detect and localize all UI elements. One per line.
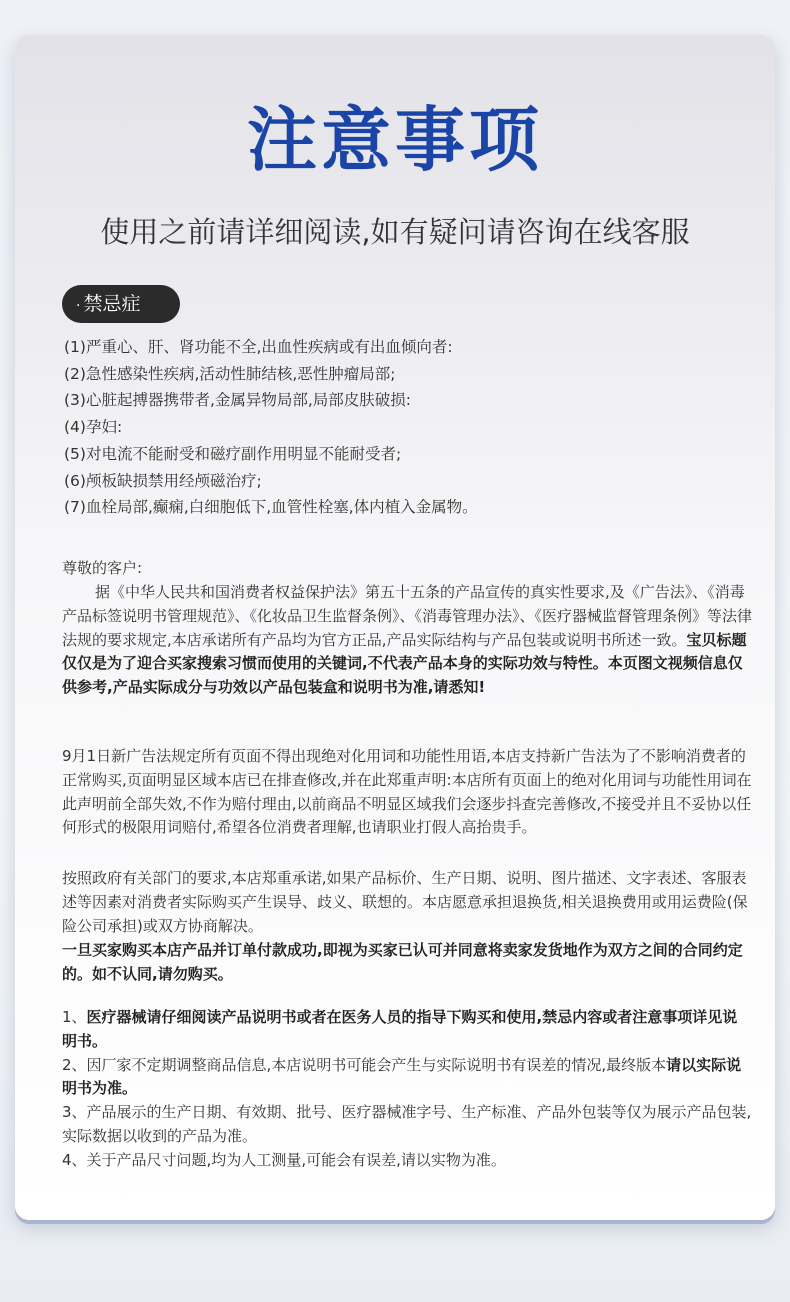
list-item: (6)颅板缺损禁用经颅磁治疗;: [64, 471, 262, 490]
page-title: 注意事项: [247, 99, 543, 181]
contraindications-badge: [62, 285, 180, 323]
page-subtitle: 使用之前请详细阅读,如有疑问请咨询在线客服: [100, 215, 690, 249]
greeting: 尊敬的客户:: [62, 559, 143, 577]
ad-law-paragraph: 9月1日新广告法规定所有页面不得出现绝对化用词和功能性用语,本店支持新广告法为了不影响消费者的正常购买,页面明显区域本店已在排查修改,并在此郑重声明:本店所有页面上的绝对化用词与功能性用词在此声明前全部失效,不作为赔付理由,以前商品不明显区域我们会逐步抖查完善修改,不接受并且不妥协以任何形式的极限用词赔付,希望各位消费者理解,也请职业打假人高抬贵手。: [62, 747, 752, 837]
government-paragraph: 按照政府有关部门的要求,本店郑重承诺,如果产品标价、生产日期、说明、图片描述、文字表述、客服表述等因素对消费者实际购买产生误导、歧义、联想的。本店愿意承担退换货,相关退换费用或用运费险(保险公司承担)或双方协商解决。: [62, 869, 748, 935]
list-item: (7)血栓局部,癫痫,白细胞低下,血管性栓塞,体内植入金属物。: [64, 498, 478, 517]
note-2-text: 2、因厂家不定期调整商品信息,本店说明书可能会产生与实际说明书有误差的情况,最终版本: [62, 1055, 667, 1074]
order-notice-paragraph: 一旦买家购买本店产品并订单付款成功,即视为买家已认可并同意将卖家发货地作为双方之间的合同约定的。如不认同,请勿购买。: [62, 941, 743, 983]
contraindications-list: [64, 334, 744, 521]
list-item: (4)孕妇:: [64, 418, 123, 437]
badge-label: 禁忌症: [83, 293, 141, 315]
declaration-text: 据《中华人民共和国消费者权益保护法》第五十五条的产品宣传的真实性要求,及《广告法》、《消毒产品标签说明书管理规范》、《化妆品卫生监督条例》、《消毒管理办法》、《医疗器械监督管理条例》等法律法规的要求规定,本店承诺所有产品均为官方正品,产品实际结构与产品包装或说明书所述一致。: [62, 583, 753, 649]
note-1-prefix: 1、: [62, 1008, 87, 1026]
declaration-bold-text: 宝贝标题仅仅是为了迎合买家搜索习惯而使用的关键词,不代表产品本身的实际功效与特性。本页图文视频信息仅供参考,产品实际成分与功效以产品包装盒和说明书为准,请悉知!: [62, 630, 747, 697]
list-item: (3)心脏起搏器携带者,金属异物局部,局部皮肤破损:: [64, 391, 412, 410]
bullet-dot-icon: ·: [76, 298, 81, 314]
declaration-paragraph: [62, 581, 752, 700]
note-item-4: 4、关于产品尺寸问题,均为人工测量,可能会有误差,请以实物为准。: [62, 1150, 506, 1169]
note-item-1: [62, 1006, 752, 1054]
list-item: (1)严重心、肝、肾功能不全,出血性疾病或有出血倾向者:: [64, 338, 453, 356]
notes-list: [62, 1006, 752, 1173]
list-item: (2)急性感染性疾病,活动性肺结核,恶性肿瘤局部;: [64, 364, 396, 383]
note-2-bold-text: 请以实际说明书为准。: [62, 1055, 742, 1098]
note-item-2: [62, 1054, 752, 1102]
list-item: (5)对电流不能耐受和磁疗副作用明显不能耐受者;: [64, 444, 402, 463]
note-item-3: 3、产品展示的生产日期、有效期、批号、医疗器械准字号、生产标准、产品外包装等仅为展示产品包装,实际数据以收到的产品为准。: [62, 1103, 752, 1145]
note-1-text: 医疗器械请仔细阅读产品说明书或者在医务人员的指导下购买和使用,禁忌内容或者注意事项详见说明书。: [62, 1008, 738, 1050]
